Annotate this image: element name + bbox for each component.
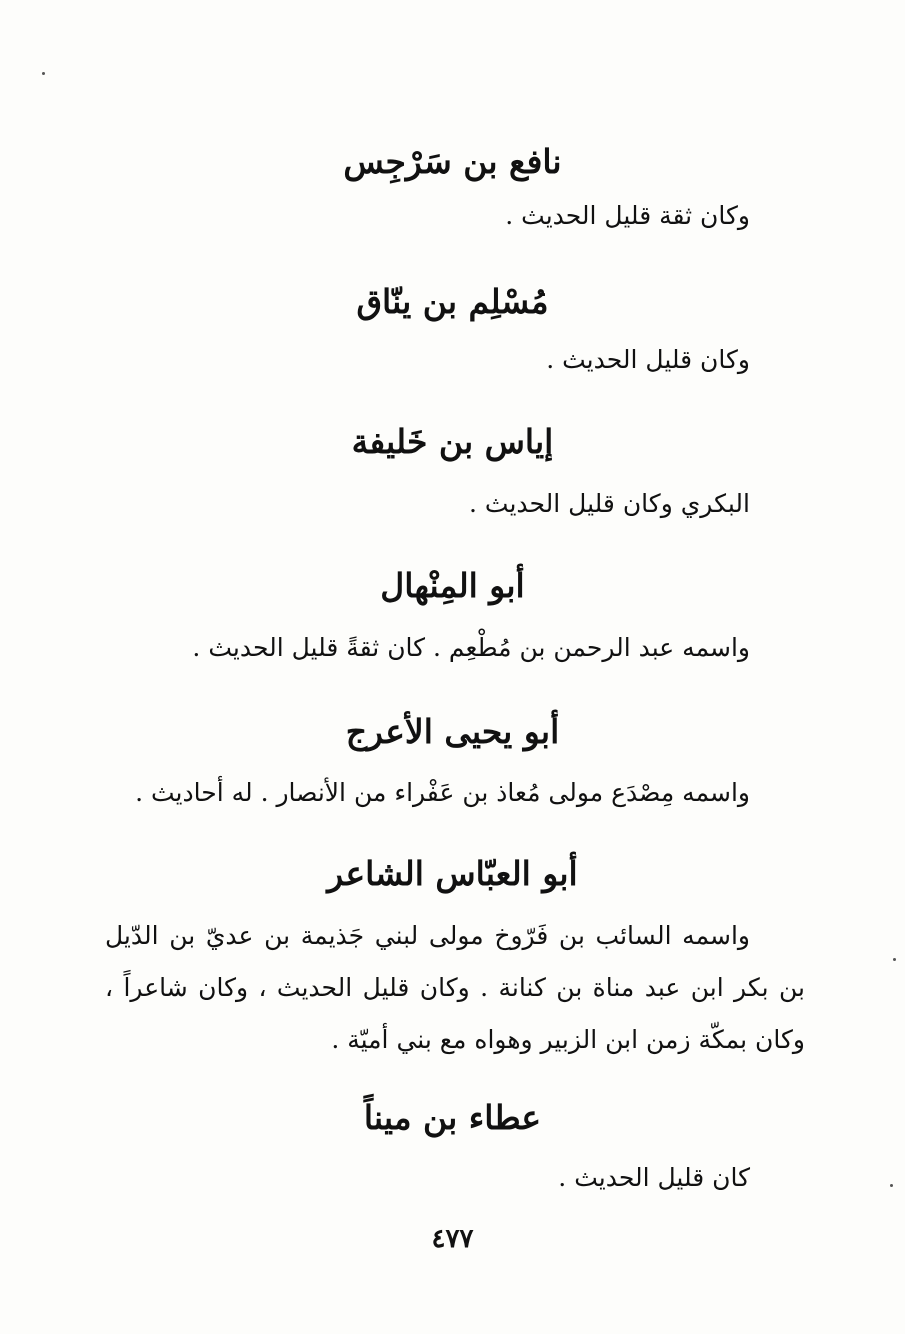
page-number: ٤٧٧ [431, 1224, 474, 1254]
entry-heading: مُسْلِم بن ينّاق [356, 282, 549, 321]
entry-text: واسمه مِصْدَع مولى مُعاذ بن عَفْراء من الأنصار . له أحاديث . [135, 778, 750, 807]
scan-speck [893, 958, 896, 961]
entry-text: البكري وكان قليل الحديث . [469, 489, 750, 518]
entry-text: واسمه عبد الرحمن بن مُطْعِم . كان ثقةً قليل الحديث . [192, 633, 750, 662]
entry-heading: أبو المِنْهال [380, 566, 525, 605]
scan-speck [42, 72, 45, 75]
entry-paragraph [105, 910, 805, 1066]
entry-heading: نافع بن سَرْجِس [343, 142, 562, 181]
entry-heading: إياس بن خَليفة [351, 422, 554, 461]
entry-text: كان قليل الحديث . [558, 1163, 750, 1192]
entry-text: وكان قليل الحديث . [546, 345, 750, 374]
entry-heading: أبو العبّاس الشاعر [327, 854, 578, 893]
scan-speck [890, 1184, 893, 1187]
entry-text: وكان ثقة قليل الحديث . [505, 201, 750, 230]
entry-text: واسمه السائب بن فَرّوخ مولى لبني جَذيمة بن عديّ بن الدّيل بن بكر ابن عبد مناة بن كنانة . وكان قليل الحديث ، وكان شاعراً ، وكان بمكّة زمن ابن الزبير وهواه مع بني أميّة . [105, 921, 805, 1054]
entry-heading: أبو يحيى الأعرج [345, 712, 560, 751]
entry-heading: عطاء بن ميناً [363, 1098, 542, 1137]
